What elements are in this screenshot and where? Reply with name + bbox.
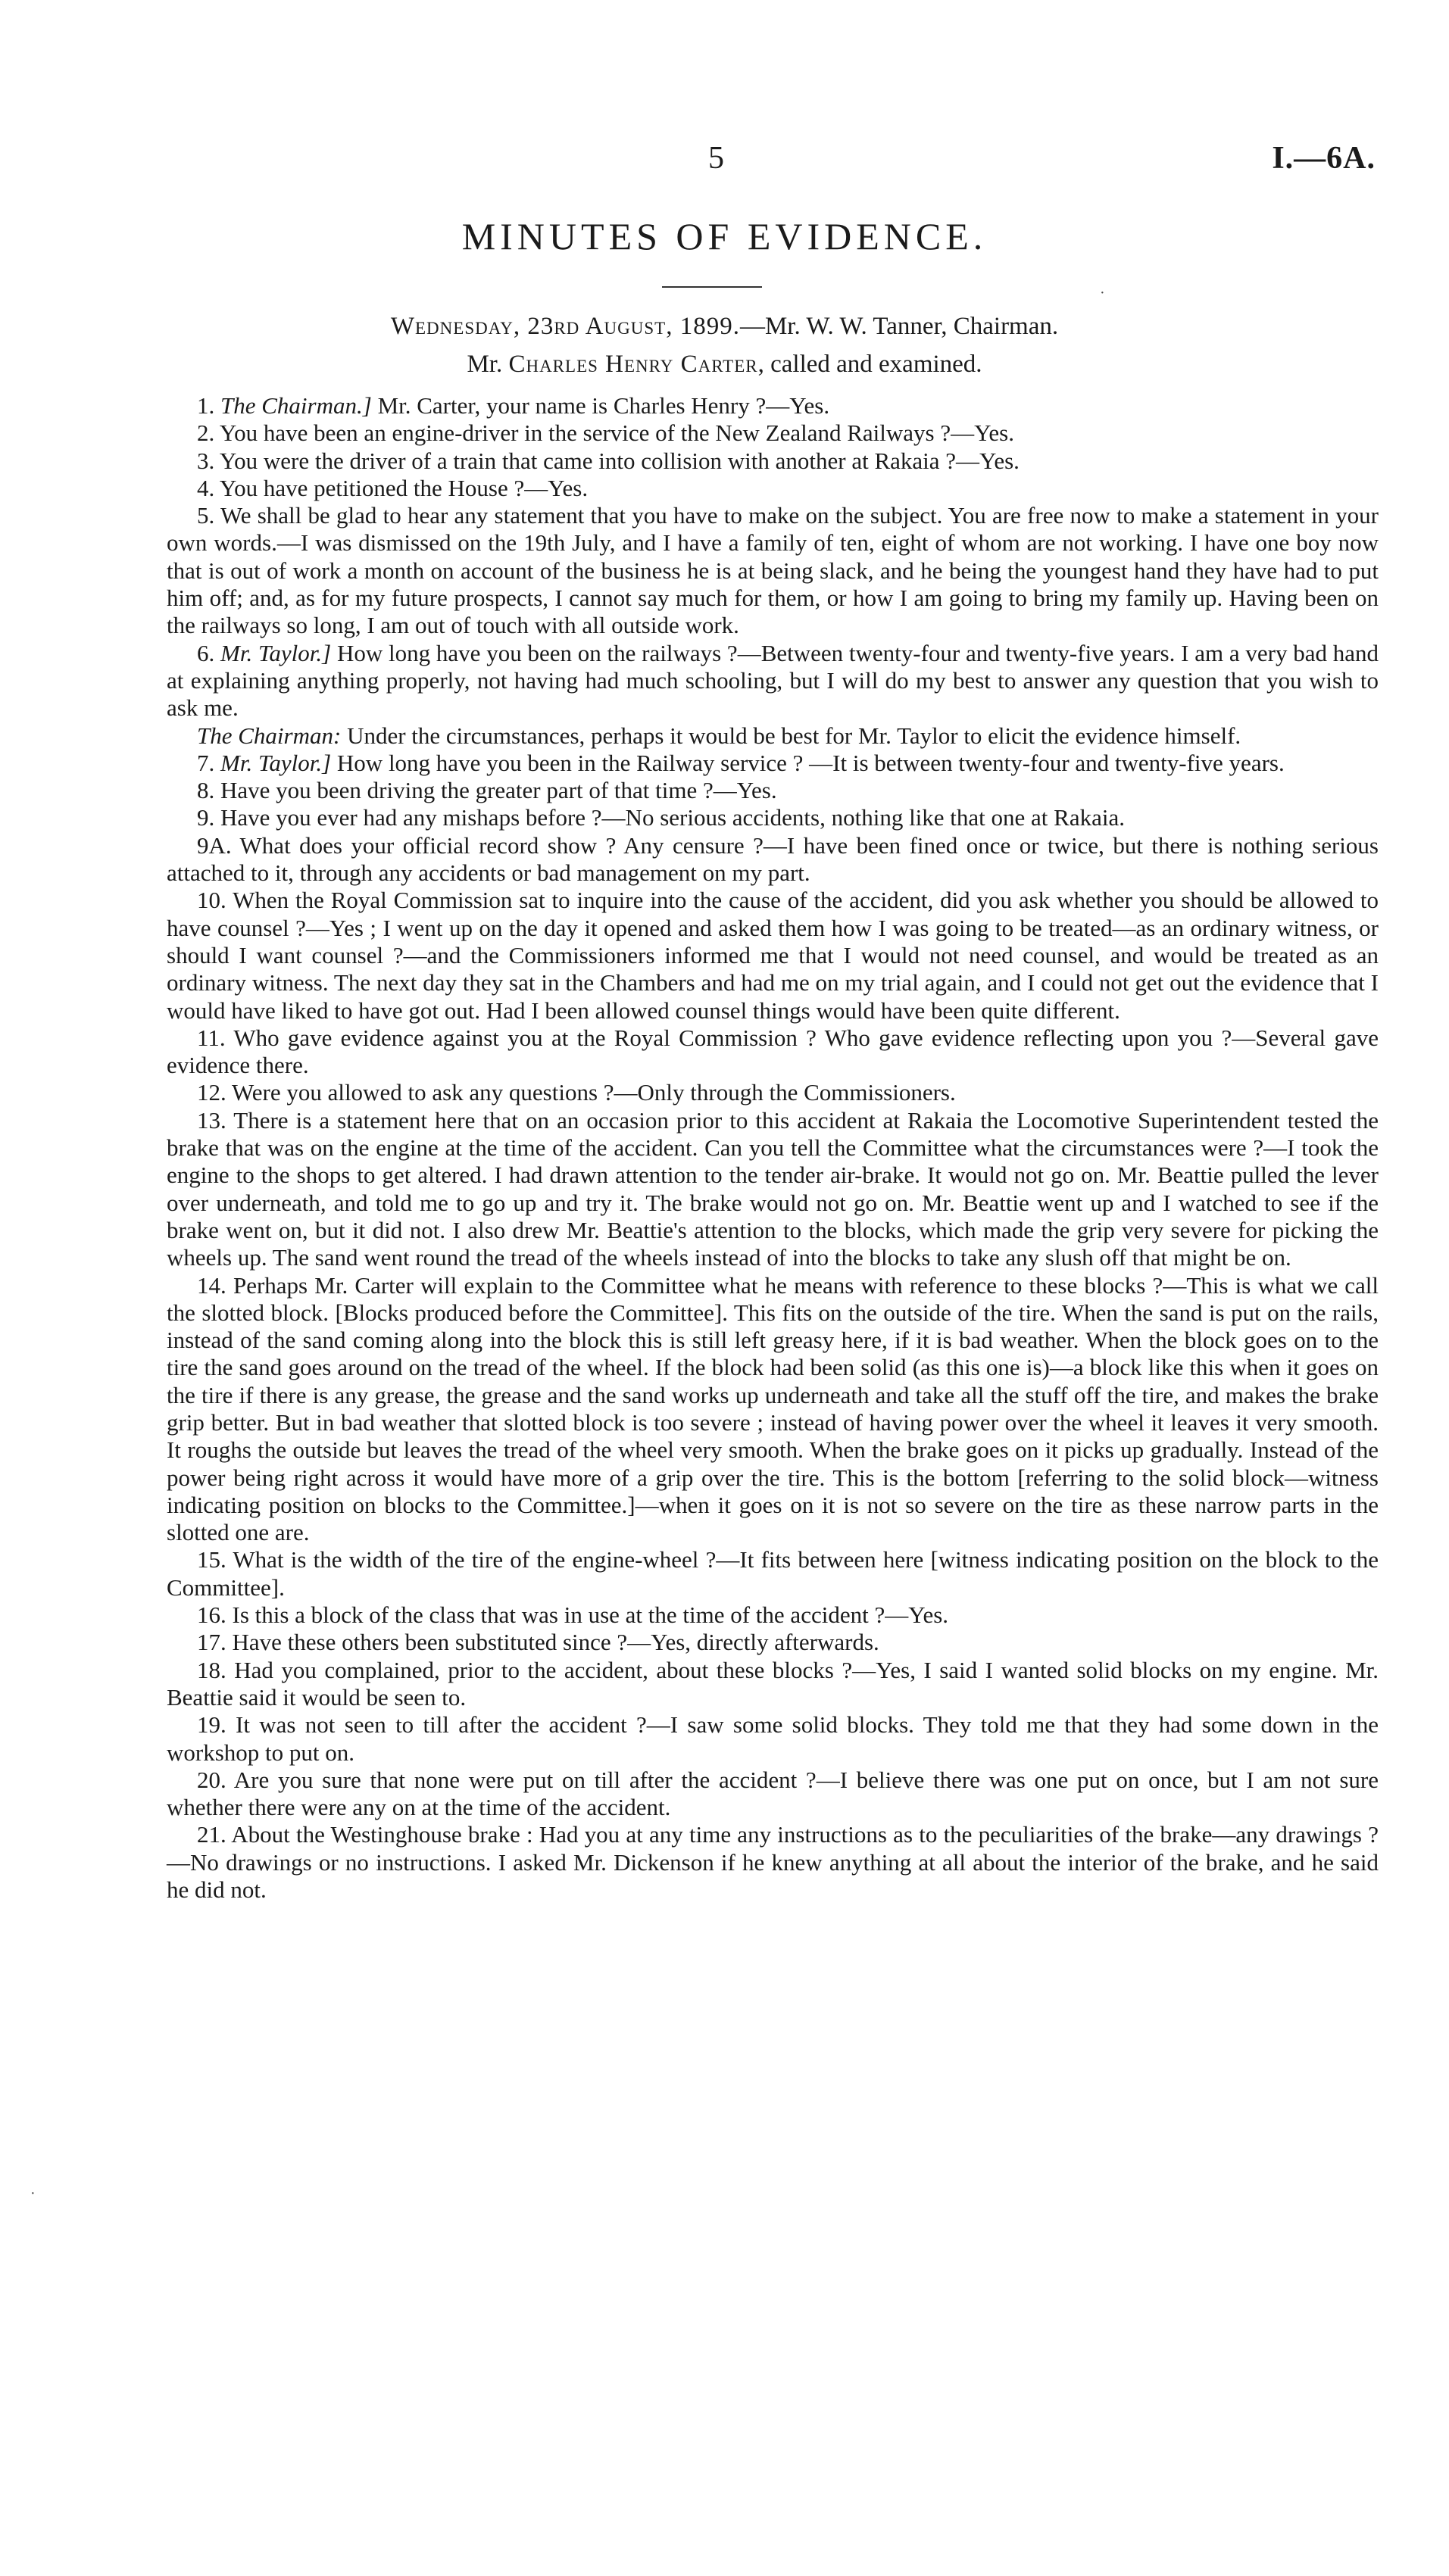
document-reference: I.—6A.: [1272, 141, 1376, 176]
paragraph-text: When the Royal Commission sat to inquire into the cause of the accident, did you ask whether you should be allowed to have counsel ?—Yes ; I went up on the day it opened and asked them how I was going to be treated—as an ordinary witness, or should I want counsel ?—and the Commissioners informed me that I would not need counsel, and would be treated as an ordinary witness. The next day they sat in the Chambers and had me on my trial again, and I could not get out the evidence that I would have liked to have got out. Had I been allowed counsel things would have been quite different.: [167, 887, 1379, 1024]
evidence-paragraph: [167, 1629, 1379, 1656]
speaker-label: Mr. Taylor.]: [220, 639, 332, 666]
paragraph-text: It was not seen to till after the accident ?—I saw some solid blocks. They told me that they had some down in the workshop to put on.: [167, 1711, 1379, 1766]
session-date: Wednesday, 23rd August, 1899.: [390, 313, 740, 340]
paragraph-number: 17.: [197, 1629, 226, 1656]
paragraph-text: Have you been driving the greater part of that time ?—Yes.: [220, 777, 777, 804]
paragraph-number: 11.: [197, 1024, 226, 1051]
paragraph-number: 1.: [197, 392, 215, 419]
paragraph-text: Have you ever had any mishaps before ?—No serious accidents, nothing like that one at Rakaia.: [220, 804, 1125, 831]
paragraph-text: Were you allowed to ask any questions ?—Only through the Commissioners.: [231, 1079, 956, 1106]
paragraph-number: 4.: [197, 474, 215, 501]
evidence-paragraph: [167, 448, 1379, 475]
paragraph-number: 9A.: [197, 831, 232, 859]
evidence-paragraph: [167, 475, 1379, 502]
session-chair: —Mr. W. W. Tanner, Chairman.: [739, 313, 1059, 340]
paragraph-text: Had you complained, prior to the accident, about these blocks ?—Yes, I said I wanted solid blocks on my engine. Mr. Beattie said it would be seen to.: [167, 1656, 1379, 1711]
paragraph-number: 16.: [197, 1601, 226, 1629]
paragraph-text: Perhaps Mr. Carter will explain to the Committee what he means with reference to these blocks ?—This is what we call the slotted block. [Blocks produced before the Committee]. This fits on the outside of the tire. When the sand is put on the rails, instead of the sand coming along into the block this is still left greasy here, if it is bad weather. When the block goes on to the tire the sand goes around on the tread of the wheel. If the block had been solid (as this one is)—a block like this when it goes on the tire if there is any grease, the grease and the sand works up underneath and take all the stuff off the tire, and makes the brake grip better. But in bad weather that slotted block is too severe ; instead of having power over the wheel it leaves it very smooth. It roughs the outside but leaves the tread of the wheel very smooth. When the brake goes on it picks up gradually. Instead of the power being right across it would have more of a grip over the tire. This is the bottom [referring to the solid block—witness indicating position on blocks to the Committee.]—when it goes on it is not so severe on the tire as these narrow parts in the slotted one are.: [167, 1271, 1379, 1546]
evidence-paragraph: [167, 832, 1379, 887]
paragraph-number: 20.: [197, 1766, 226, 1793]
witness-heading: [0, 351, 1449, 379]
paragraph-number: 7.: [197, 749, 215, 776]
paragraph-number: 3.: [197, 447, 215, 474]
title-divider: [662, 286, 762, 288]
evidence-paragraph: [167, 1711, 1379, 1767]
paragraph-text: We shall be glad to hear any statement that you have to make on the subject. You are free now to make a statement in your own words.—I was dismissed on the 19th July, and I have a family of ten, eight of whom are not working. I have one boy now that is out of work a month on account of the business he is at being slack, and he being the youngest hand they have had to put him off; and, as for my future prospects, I cannot say much for them, or how I am going to bring my family up. Having been on the railways so long, I am out of touch with all outside work.: [167, 502, 1379, 639]
evidence-paragraph: [167, 640, 1379, 722]
paragraph-text: How long have you been in the Railway service ? —It is between twenty-four and twenty-five years.: [331, 749, 1285, 776]
paragraph-number: 10.: [197, 887, 226, 914]
paragraph-number: 14.: [197, 1271, 226, 1299]
paragraph-number: 18.: [197, 1656, 226, 1683]
witness-name: Charles Henry Carter: [508, 351, 758, 378]
speaker-label: The Chairman.]: [220, 392, 372, 419]
paragraph-text: There is a statement here that on an occasion prior to this accident at Rakaia the Locomotive Superintendent tested the brake that was on the engine at the time of the accident. Can you tell the Committee what the circumstances were ?—I took the engine to the shops to get altered. I had drawn attention to the tender air-brake. It would not go on. Mr. Beattie pulled the lever over underneath, and told me to go up and try it. The brake would not go on. Mr. Beattie went up and I watched to see if the brake went on, but it did not. I also drew Mr. Beattie's attention to the blocks, which made the grip very severe for picking the wheels up. The sand went round the tread of the wheels instead of into the blocks to take any slush off that might be on.: [167, 1106, 1379, 1271]
evidence-paragraph: [167, 887, 1379, 1024]
page-number: 5: [708, 141, 724, 176]
paragraph-text: You were the driver of a train that came into collision with another at Rakaia ?—Yes.: [219, 447, 1020, 474]
speaker-label: Mr. Taylor.]: [220, 749, 332, 776]
session-heading: [0, 313, 1449, 341]
paragraph-number: 5.: [197, 502, 215, 529]
print-speck: ·: [1100, 285, 1105, 301]
paragraph-number: 6.: [197, 639, 215, 666]
paragraph-number: 2.: [197, 419, 215, 447]
paragraph-text: About the Westinghouse brake : Had you at any time any instructions as to the peculiarities of the brake—any drawings ?—No drawings or no instructions. I asked Mr. Dickenson if he knew anything at all about the interior of the brake, and he said he did not.: [167, 1821, 1379, 1904]
evidence-paragraph: [167, 722, 1379, 750]
evidence-paragraph: [167, 1024, 1379, 1080]
paragraph-text: Is this a block of the class that was in use at the time of the accident ?—Yes.: [232, 1601, 949, 1629]
paragraph-text: Under the circumstances, perhaps it would be best for Mr. Taylor to elicit the evidence himself.: [341, 722, 1241, 749]
print-speck: ·: [30, 2185, 36, 2202]
evidence-paragraph: [167, 804, 1379, 831]
paragraph-text: You have been an engine-driver in the service of the New Zealand Railways ?—Yes.: [219, 419, 1014, 447]
evidence-paragraph: [167, 1546, 1379, 1601]
paragraph-number: 8.: [197, 777, 215, 804]
evidence-paragraph: [167, 502, 1379, 639]
evidence-paragraph: [167, 1767, 1379, 1822]
evidence-paragraph: [167, 1079, 1379, 1106]
evidence-paragraph: [167, 1272, 1379, 1547]
paragraph-number: 12.: [197, 1079, 226, 1106]
paragraph-text: What does your official record show ? Any censure ?—I have been fined once or twice, but there is nothing serious attached to it, through any accidents or bad management on my part.: [167, 831, 1379, 887]
evidence-paragraph: [167, 1107, 1379, 1272]
paragraph-number: 13.: [197, 1106, 226, 1134]
paragraph-text: Mr. Carter, your name is Charles Henry ?—Yes.: [371, 392, 830, 419]
evidence-paragraph: [167, 419, 1379, 447]
evidence-paragraph: [167, 1821, 1379, 1904]
paragraph-text: What is the width of the tire of the engine-wheel ?—It fits between here [witness indicating position on the block to the Committee].: [167, 1546, 1379, 1601]
paragraph-text: How long have you been on the railways ?—Between twenty-four and twenty-five years. I am a very bad hand at explaining anything properly, not having had much schooling, but I will do my best to answer any question that you wish to ask me.: [167, 639, 1379, 722]
witness-suffix: , called and examined.: [757, 351, 982, 378]
paragraph-text: Are you sure that none were put on till after the accident ?—I believe there was one put on once, but I am not sure whether there were any on at the time of the accident.: [167, 1766, 1379, 1821]
paragraph-text: Who gave evidence against you at the Royal Commission ? Who gave evidence reflecting upon you ?—Several gave evidence there.: [167, 1024, 1379, 1079]
speaker-label: The Chairman:: [197, 722, 342, 749]
paragraph-text: You have petitioned the House ?—Yes.: [219, 474, 589, 501]
paragraph-text: Have these others been substituted since ?—Yes, directly afterwards.: [232, 1629, 879, 1656]
evidence-paragraph: [167, 750, 1379, 777]
evidence-paragraph: [167, 1657, 1379, 1712]
paragraph-number: 19.: [197, 1711, 226, 1739]
paragraph-number: 21.: [197, 1821, 226, 1848]
evidence-body: [167, 392, 1379, 1904]
page-title: MINUTES OF EVIDENCE.: [461, 215, 988, 257]
paragraph-number: 15.: [197, 1546, 226, 1573]
evidence-paragraph: [167, 392, 1379, 419]
evidence-paragraph: [167, 1601, 1379, 1629]
witness-prefix: Mr.: [467, 351, 509, 378]
paragraph-number: 9.: [197, 804, 215, 831]
evidence-paragraph: [167, 777, 1379, 804]
